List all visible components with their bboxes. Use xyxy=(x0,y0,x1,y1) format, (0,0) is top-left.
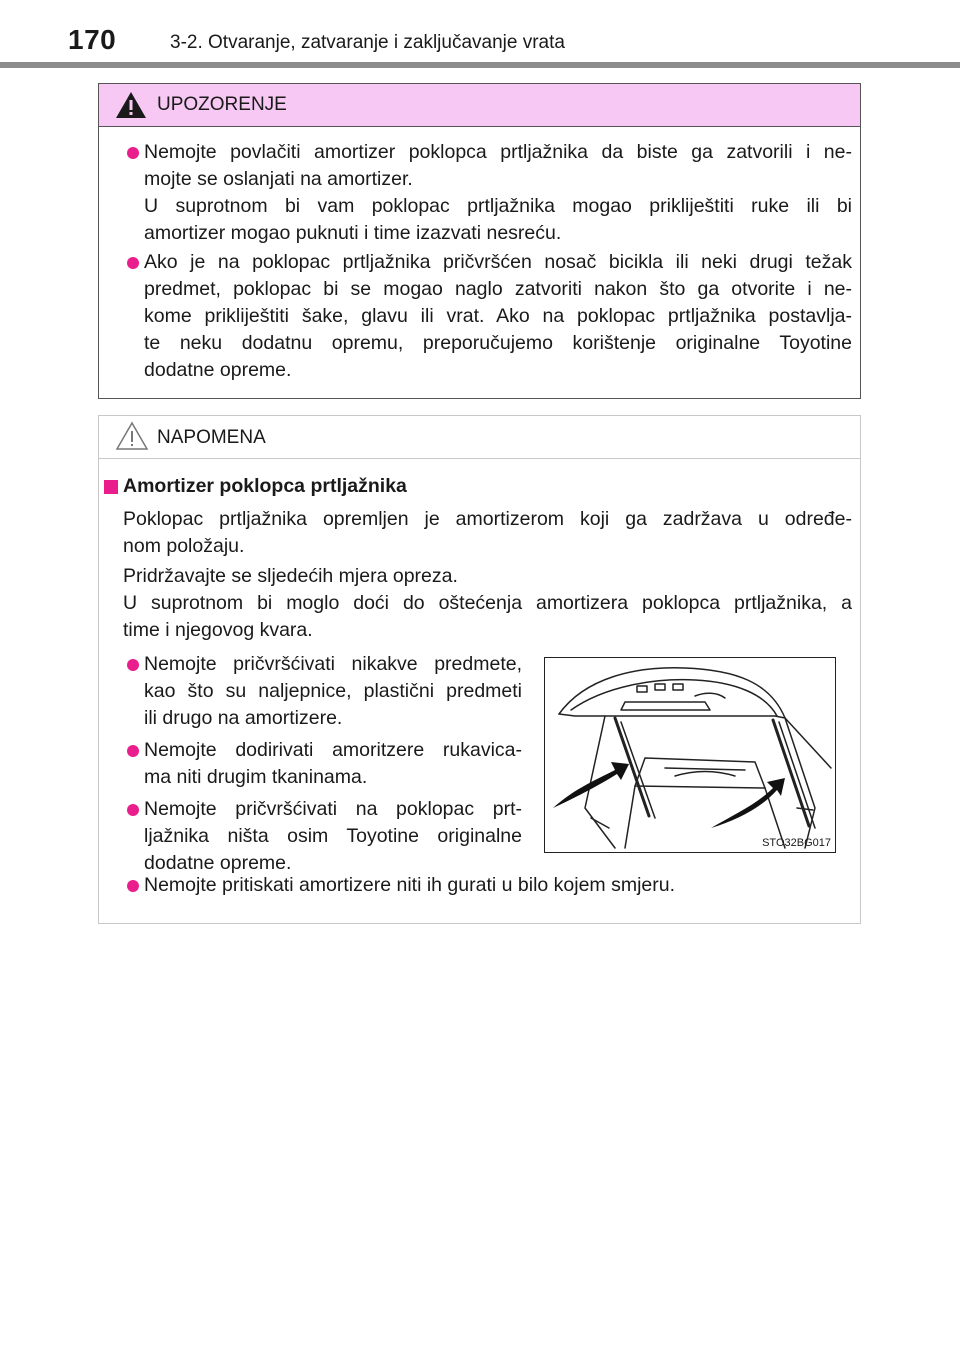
caution-triangle-icon xyxy=(115,421,149,451)
bullet-dot xyxy=(127,745,139,757)
tailgate-strut-illustration xyxy=(544,657,836,853)
warning-item-1: Nemojte povlačiti amortizer poklopca prtljažnika da biste ga zatvorili i ne- mojte se oslanjati na amortizer. U suprotnom bi vam poklopac prtljažnika mogao prikliještiti ruke ili bi amortizer mogao puknuti i time izazvati nesreću. xyxy=(144,141,852,244)
note-bullet-4: Nemojte pritiskati amortizere niti ih gurati u bilo kojem smjeru. xyxy=(144,874,676,896)
bullet-dot xyxy=(127,880,139,892)
warning-header xyxy=(99,84,860,127)
header-rule xyxy=(0,62,960,68)
note-subheading: Amortizer poklopca prtljažnika xyxy=(123,475,407,497)
warning-triangle-icon xyxy=(115,91,147,119)
note-bullet-2: Nemojte dodirivati amoritzere rukavica- ma niti drugim tkaninama. xyxy=(144,739,522,788)
note-intro: Poklopac prtljažnika opremljen je amortizerom koji ga zadržava u određe- nom položaju. xyxy=(123,508,852,557)
section-title: 3-2. Otvaranje, zatvaranje i zaključavanje vrata xyxy=(170,32,565,53)
figure-code: STO32BG017 xyxy=(762,837,831,849)
bullet-dot xyxy=(127,804,139,816)
bullet-dot xyxy=(127,147,139,159)
note-title: NAPOMENA xyxy=(157,427,266,448)
note-header xyxy=(99,416,860,459)
page-header xyxy=(0,0,960,70)
page-number: 170 xyxy=(68,24,117,55)
tailgate-drawing xyxy=(545,658,835,852)
warning-item-2: Ako je na poklopac prtljažnika pričvršćen nosač bicikla ili neki drugi težak predmet, poklopac bi se mogao naglo zatvoriti nakon što ga otvorite i ne- kome prikliještiti šake, glavu ili vrat. Ako na poklopac prtljažnika postavlja- te neku dodatnu opremu, preporučujemo korištenje originalne Toyotine dodatne opreme. xyxy=(144,251,852,381)
note-precaution: Pridržavajte se sljedećih mjera opreza. U suprotnom bi moglo doći do oštećenja amortizera poklopca prtljažnika, a time i njegovog kvara. xyxy=(123,565,852,641)
section-square-icon xyxy=(104,480,118,494)
warning-title: UPOZORENJE xyxy=(157,94,287,115)
note-bullet-1: Nemojte pričvršćivati nikakve predmete, kao što su naljepnice, plastični predmeti ili drugo na amortizere. xyxy=(144,653,522,729)
note-bullet-3: Nemojte pričvršćivati na poklopac prt- ljažnika ništa osim Toyotine originalne dodatne opreme. xyxy=(144,798,522,874)
bullet-dot xyxy=(127,659,139,671)
bullet-dot xyxy=(127,257,139,269)
